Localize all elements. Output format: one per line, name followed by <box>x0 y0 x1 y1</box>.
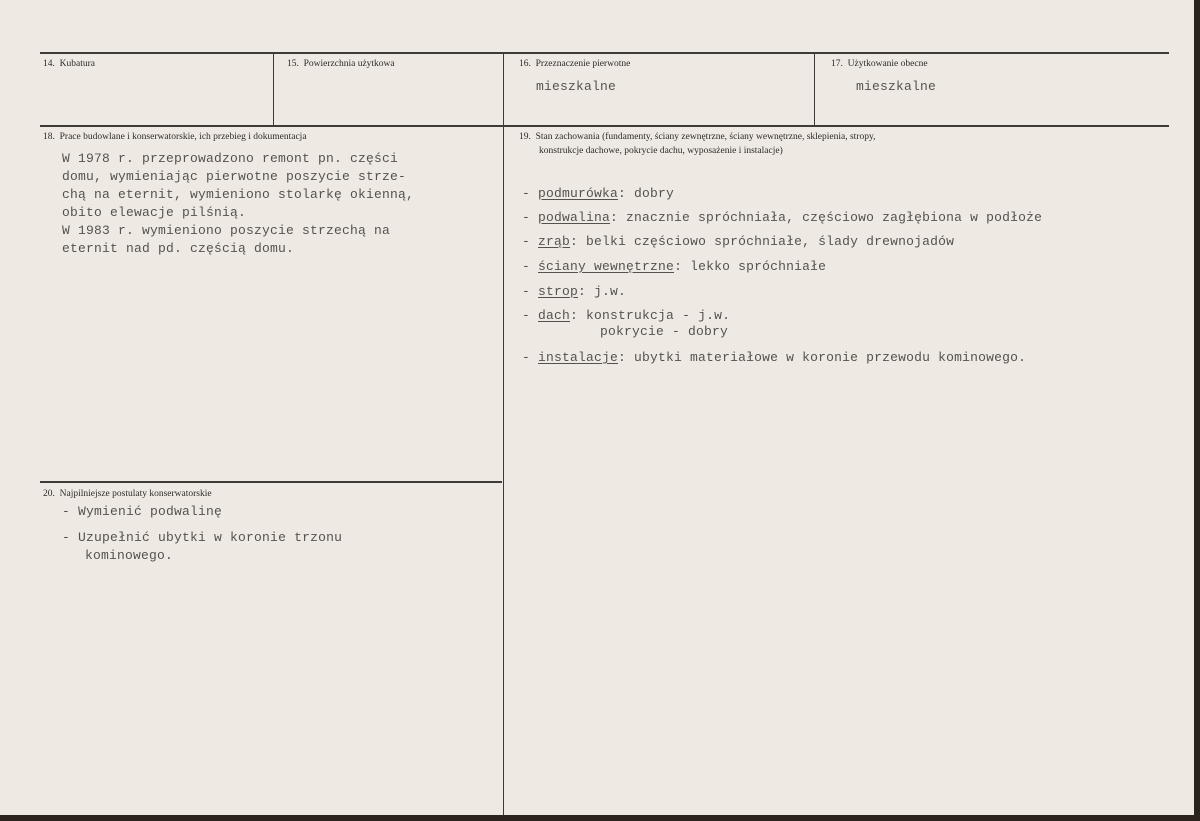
field-18-line: chą na eternit, wymieniono stolarkę okienną, <box>62 187 415 202</box>
field-16-value: mieszkalne <box>536 79 617 94</box>
condition-item-instalacje: - instalacje: ubytki materiałowe w koronie przewodu kominowego. <box>522 350 1027 365</box>
condition-item-zrab: - zrąb: belki częściowo spróchniałe, ślady drewnojadów <box>522 234 955 249</box>
postulate-item-line2: kominowego. <box>85 548 174 563</box>
condition-item-dach: - dach: konstrukcja - j.w. <box>522 308 731 323</box>
field-18-line: W 1983 r. wymieniono poszycie strzechą na <box>62 223 391 238</box>
field-18-label: 18. Prace budowlane i konserwatorskie, ich przebieg i dokumentacja <box>43 132 307 142</box>
field-18-line: obito elewacje pilśnią. <box>62 205 247 220</box>
condition-item-podmurowka: - podmurówka: dobry <box>522 186 675 201</box>
field-16-label: 16. Przeznaczenie pierwotne <box>519 59 631 69</box>
rule-row2 <box>40 125 1169 127</box>
rule-top <box>40 52 1169 54</box>
postulate-item: - Uzupełnić ubytki w koronie trzonu <box>62 530 343 545</box>
field-15-label: 15. Powierzchnia użytkowa <box>287 59 395 69</box>
condition-item-dach-line2: pokrycie - dobry <box>600 324 729 339</box>
field-17-label: 17. Użytkowanie obecne <box>831 59 928 69</box>
rule-v-17 <box>814 53 815 125</box>
field-18-line: domu, wymieniając pierwotne poszycie strze- <box>62 169 407 184</box>
field-17-value: mieszkalne <box>856 79 937 94</box>
rule-v-main <box>503 53 504 815</box>
rule-row3 <box>40 481 502 483</box>
field-14-label: 14. Kubatura <box>43 59 95 69</box>
rule-v-15 <box>273 53 274 125</box>
postulate-item: - Wymienić podwalinę <box>62 504 223 519</box>
condition-item-strop: - strop: j.w. <box>522 284 627 299</box>
field-18-line: eternit nad pd. częścią domu. <box>62 241 295 256</box>
field-20-label: 20. Najpilniejsze postulaty konserwatorskie <box>43 489 212 499</box>
field-18-text <box>62 150 414 258</box>
condition-item-podwalina: - podwalina: znacznie spróchniała, częściowo zagłębiona w podłoże <box>522 210 1043 225</box>
condition-item-sciany: - ściany wewnętrzne: lekko spróchniałe <box>522 259 827 274</box>
field-18-line: W 1978 r. przeprowadzono remont pn. części <box>62 151 399 166</box>
field-19-label: 19. Stan zachowania (fundamenty, ściany zewnętrzne, ściany wewnętrzne, sklepienia, stropy, konstrukcje dachowe, pokrycie dachu, wyposażenie i instalacje) <box>519 132 876 156</box>
